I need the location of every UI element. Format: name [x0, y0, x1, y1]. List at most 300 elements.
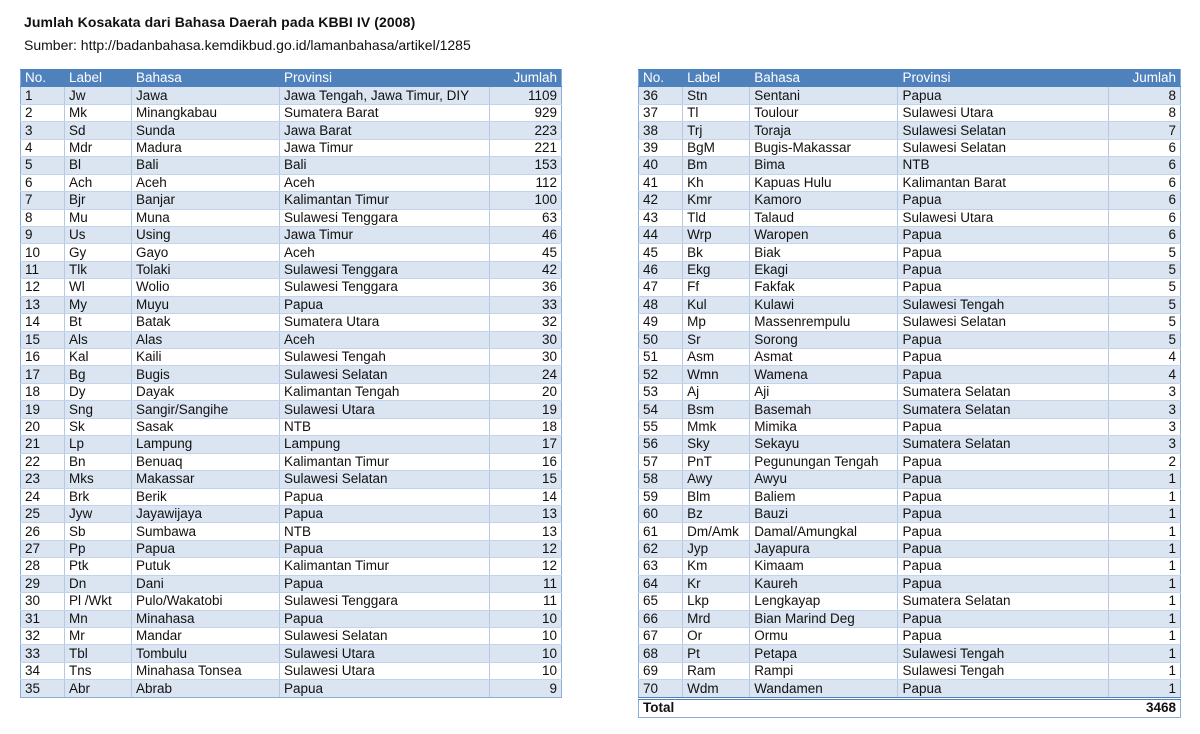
- cell-jumlah: 10: [490, 662, 562, 679]
- cell-no: 57: [639, 453, 683, 470]
- table-row: [21, 314, 562, 331]
- cell-label: Mdr: [65, 139, 132, 156]
- cell-no: 68: [639, 645, 683, 662]
- cell-jumlah: 9: [490, 680, 562, 697]
- cell-bahasa: Bauzi: [750, 505, 898, 522]
- cell-provinsi: Kalimantan Timur: [280, 453, 490, 470]
- cell-provinsi: Sulawesi Utara: [898, 104, 1108, 121]
- table-row: [21, 349, 562, 366]
- table-body-right: [639, 87, 1181, 698]
- cell-jumlah: 63: [490, 209, 562, 226]
- cell-provinsi: Sulawesi Utara: [280, 662, 490, 679]
- cell-bahasa: Dayak: [132, 383, 280, 400]
- cell-provinsi: Papua: [898, 575, 1108, 592]
- cell-label: Blm: [683, 488, 750, 505]
- cell-jumlah: 17: [490, 436, 562, 453]
- cell-no: 41: [639, 174, 683, 191]
- cell-bahasa: Madura: [132, 139, 280, 156]
- cell-no: 43: [639, 209, 683, 226]
- cell-label: Awy: [683, 471, 750, 488]
- cell-label: Kmr: [683, 192, 750, 209]
- table-row: [21, 645, 562, 662]
- cell-provinsi: Papua: [898, 680, 1108, 698]
- cell-jumlah: 1: [1108, 662, 1180, 679]
- cell-bahasa: Minahasa: [132, 610, 280, 627]
- cell-jumlah: 45: [490, 244, 562, 261]
- table-row: [21, 261, 562, 278]
- cell-label: Abr: [65, 680, 132, 697]
- cell-provinsi: Sumatera Selatan: [898, 401, 1108, 418]
- cell-label: Or: [683, 628, 750, 645]
- table-row: [21, 662, 562, 679]
- cell-label: Sky: [683, 436, 750, 453]
- cell-jumlah: 15: [490, 471, 562, 488]
- cell-provinsi: Sulawesi Tengah: [898, 662, 1108, 679]
- table-row: [639, 645, 1181, 662]
- cell-no: 42: [639, 192, 683, 209]
- cell-provinsi: Papua: [280, 540, 490, 557]
- cell-provinsi: Lampung: [280, 436, 490, 453]
- cell-bahasa: Sasak: [132, 418, 280, 435]
- cell-label: Kh: [683, 174, 750, 191]
- cell-no: 51: [639, 349, 683, 366]
- cell-bahasa: Minahasa Tonsea: [132, 662, 280, 679]
- cell-provinsi: Bali: [280, 157, 490, 174]
- cell-provinsi: NTB: [280, 418, 490, 435]
- cell-provinsi: Sumatera Selatan: [898, 593, 1108, 610]
- cell-jumlah: 5: [1108, 296, 1180, 313]
- table-row: [21, 575, 562, 592]
- cell-jumlah: 5: [1108, 244, 1180, 261]
- cell-bahasa: Mimika: [750, 418, 898, 435]
- cell-no: 56: [639, 436, 683, 453]
- table-row: [21, 192, 562, 209]
- table-row: [21, 383, 562, 400]
- cell-provinsi: Jawa Timur: [280, 226, 490, 243]
- cell-provinsi: Papua: [898, 366, 1108, 383]
- cell-jumlah: 10: [490, 628, 562, 645]
- table-row: [639, 575, 1181, 592]
- cell-label: Bk: [683, 244, 750, 261]
- cell-provinsi: Sulawesi Tenggara: [280, 261, 490, 278]
- cell-no: 46: [639, 261, 683, 278]
- cell-no: 65: [639, 593, 683, 610]
- cell-label: Dm/Amk: [683, 523, 750, 540]
- cell-jumlah: 112: [490, 174, 562, 191]
- table-row: [21, 418, 562, 435]
- cell-jumlah: 1: [1108, 488, 1180, 505]
- cell-no: 12: [21, 279, 65, 296]
- cell-jumlah: 1109: [490, 87, 562, 104]
- cell-jumlah: 12: [490, 540, 562, 557]
- table-row: [21, 558, 562, 575]
- cell-jumlah: 1: [1108, 575, 1180, 592]
- cell-provinsi: Sulawesi Selatan: [898, 314, 1108, 331]
- cell-provinsi: Sumatera Barat: [280, 104, 490, 121]
- table-row: [639, 418, 1181, 435]
- table-row: [639, 279, 1181, 296]
- cell-bahasa: Kaureh: [750, 575, 898, 592]
- cell-provinsi: Jawa Barat: [280, 122, 490, 139]
- table-row: [639, 192, 1181, 209]
- cell-jumlah: 6: [1108, 192, 1180, 209]
- cell-no: 66: [639, 610, 683, 627]
- cell-bahasa: Muna: [132, 209, 280, 226]
- cell-bahasa: Basemah: [750, 401, 898, 418]
- cell-no: 32: [21, 628, 65, 645]
- cell-jumlah: 13: [490, 505, 562, 522]
- cell-label: Mk: [65, 104, 132, 121]
- cell-bahasa: Bugis-Makassar: [750, 139, 898, 156]
- cell-label: Tbl: [65, 645, 132, 662]
- cell-jumlah: 1: [1108, 610, 1180, 627]
- table-row: [639, 87, 1181, 104]
- cell-no: 47: [639, 279, 683, 296]
- cell-label: Ach: [65, 174, 132, 191]
- cell-bahasa: Benuaq: [132, 453, 280, 470]
- cell-bahasa: Putuk: [132, 558, 280, 575]
- cell-label: Ram: [683, 662, 750, 679]
- vocabulary-table-left: [20, 69, 562, 698]
- table-row: [639, 628, 1181, 645]
- table-row: [639, 139, 1181, 156]
- cell-label: Dy: [65, 383, 132, 400]
- cell-provinsi: Kalimantan Timur: [280, 558, 490, 575]
- cell-bahasa: Sekayu: [750, 436, 898, 453]
- cell-bahasa: Petapa: [750, 645, 898, 662]
- cell-jumlah: 1: [1108, 645, 1180, 662]
- cell-provinsi: Aceh: [280, 244, 490, 261]
- cell-label: Wl: [65, 279, 132, 296]
- cell-no: 61: [639, 523, 683, 540]
- cell-bahasa: Tombulu: [132, 645, 280, 662]
- cell-no: 17: [21, 366, 65, 383]
- cell-no: 55: [639, 418, 683, 435]
- cell-jumlah: 1: [1108, 628, 1180, 645]
- cell-bahasa: Berik: [132, 488, 280, 505]
- cell-bahasa: Papua: [132, 540, 280, 557]
- cell-jumlah: 8: [1108, 104, 1180, 121]
- cell-no: 35: [21, 680, 65, 697]
- cell-no: 5: [21, 157, 65, 174]
- cell-provinsi: NTB: [898, 157, 1108, 174]
- table-row: [21, 157, 562, 174]
- cell-no: 63: [639, 558, 683, 575]
- cell-jumlah: 6: [1108, 209, 1180, 226]
- table-row: [639, 366, 1181, 383]
- cell-provinsi: Papua: [898, 505, 1108, 522]
- cell-label: Tlk: [65, 261, 132, 278]
- cell-jumlah: 6: [1108, 139, 1180, 156]
- cell-no: 64: [639, 575, 683, 592]
- cell-no: 40: [639, 157, 683, 174]
- header-jumlah: Jumlah: [490, 70, 562, 87]
- table-row: [639, 383, 1181, 400]
- cell-label: Als: [65, 331, 132, 348]
- cell-bahasa: Asmat: [750, 349, 898, 366]
- cell-no: 4: [21, 139, 65, 156]
- cell-label: Mmk: [683, 418, 750, 435]
- table-row: [639, 505, 1181, 522]
- cell-no: 24: [21, 488, 65, 505]
- cell-jumlah: 19: [490, 401, 562, 418]
- cell-bahasa: Aji: [750, 383, 898, 400]
- table-row: [639, 593, 1181, 610]
- cell-jumlah: 6: [1108, 174, 1180, 191]
- cell-bahasa: Bian Marind Deg: [750, 610, 898, 627]
- cell-bahasa: Batak: [132, 314, 280, 331]
- cell-no: 1: [21, 87, 65, 104]
- cell-bahasa: Wolio: [132, 279, 280, 296]
- cell-provinsi: Sulawesi Tenggara: [280, 209, 490, 226]
- cell-label: Mu: [65, 209, 132, 226]
- cell-no: 58: [639, 471, 683, 488]
- cell-bahasa: Jayawijaya: [132, 505, 280, 522]
- cell-label: Mp: [683, 314, 750, 331]
- cell-no: 14: [21, 314, 65, 331]
- cell-no: 27: [21, 540, 65, 557]
- cell-jumlah: 100: [490, 192, 562, 209]
- cell-no: 59: [639, 488, 683, 505]
- cell-jumlah: 223: [490, 122, 562, 139]
- cell-no: 38: [639, 122, 683, 139]
- cell-label: Brk: [65, 488, 132, 505]
- cell-no: 36: [639, 87, 683, 104]
- table-row: [21, 122, 562, 139]
- cell-no: 7: [21, 192, 65, 209]
- cell-no: 9: [21, 226, 65, 243]
- cell-no: 11: [21, 261, 65, 278]
- cell-provinsi: Jawa Tengah, Jawa Timur, DIY: [280, 87, 490, 104]
- cell-provinsi: Papua: [898, 261, 1108, 278]
- table-row: [21, 628, 562, 645]
- cell-jumlah: 24: [490, 366, 562, 383]
- cell-label: Bl: [65, 157, 132, 174]
- cell-bahasa: Ormu: [750, 628, 898, 645]
- cell-bahasa: Bugis: [132, 366, 280, 383]
- cell-jumlah: 5: [1108, 314, 1180, 331]
- cell-jumlah: 46: [490, 226, 562, 243]
- total-value: 3468: [1108, 698, 1180, 717]
- cell-provinsi: Papua: [280, 488, 490, 505]
- cell-bahasa: Kamoro: [750, 192, 898, 209]
- cell-bahasa: Toraja: [750, 122, 898, 139]
- cell-provinsi: Papua: [898, 279, 1108, 296]
- cell-bahasa: Biak: [750, 244, 898, 261]
- cell-label: Sr: [683, 331, 750, 348]
- cell-label: Dn: [65, 575, 132, 592]
- cell-bahasa: Sorong: [750, 331, 898, 348]
- table-row: [639, 104, 1181, 121]
- cell-label: Sb: [65, 523, 132, 540]
- cell-provinsi: Aceh: [280, 331, 490, 348]
- cell-bahasa: Gayo: [132, 244, 280, 261]
- table-row: [639, 488, 1181, 505]
- cell-jumlah: 33: [490, 296, 562, 313]
- cell-provinsi: Sulawesi Utara: [280, 645, 490, 662]
- header-label: Label: [65, 70, 132, 87]
- cell-jumlah: 153: [490, 157, 562, 174]
- header-bahasa: Bahasa: [750, 70, 898, 87]
- cell-provinsi: Papua: [280, 505, 490, 522]
- cell-provinsi: Papua: [898, 540, 1108, 557]
- cell-jumlah: 42: [490, 261, 562, 278]
- cell-label: Stn: [683, 87, 750, 104]
- cell-label: Bjr: [65, 192, 132, 209]
- cell-no: 48: [639, 296, 683, 313]
- cell-bahasa: Rampi: [750, 662, 898, 679]
- cell-jumlah: 1: [1108, 523, 1180, 540]
- cell-jumlah: 20: [490, 383, 562, 400]
- cell-jumlah: 3: [1108, 401, 1180, 418]
- cell-provinsi: Papua: [280, 680, 490, 697]
- cell-jumlah: 2: [1108, 453, 1180, 470]
- cell-no: 60: [639, 505, 683, 522]
- cell-no: 31: [21, 610, 65, 627]
- cell-label: Wdm: [683, 680, 750, 698]
- cell-no: 23: [21, 471, 65, 488]
- cell-jumlah: 1: [1108, 540, 1180, 557]
- cell-label: Tld: [683, 209, 750, 226]
- cell-jumlah: 5: [1108, 279, 1180, 296]
- cell-no: 18: [21, 383, 65, 400]
- cell-bahasa: Alas: [132, 331, 280, 348]
- cell-label: BgM: [683, 139, 750, 156]
- cell-bahasa: Minangkabau: [132, 104, 280, 121]
- cell-provinsi: Sulawesi Tenggara: [280, 593, 490, 610]
- cell-bahasa: Sumbawa: [132, 523, 280, 540]
- table-row: [639, 244, 1181, 261]
- cell-label: Bz: [683, 505, 750, 522]
- cell-label: My: [65, 296, 132, 313]
- cell-jumlah: 13: [490, 523, 562, 540]
- cell-provinsi: Sulawesi Tenggara: [280, 279, 490, 296]
- total-row: [639, 698, 1181, 717]
- cell-jumlah: 5: [1108, 331, 1180, 348]
- cell-jumlah: 18: [490, 418, 562, 435]
- cell-provinsi: Papua: [898, 488, 1108, 505]
- cell-label: Pp: [65, 540, 132, 557]
- cell-provinsi: Papua: [898, 244, 1108, 261]
- cell-no: 25: [21, 505, 65, 522]
- cell-label: PnT: [683, 453, 750, 470]
- table-row: [21, 279, 562, 296]
- cell-label: Jyw: [65, 505, 132, 522]
- cell-jumlah: 1: [1108, 558, 1180, 575]
- cell-provinsi: Papua: [898, 453, 1108, 470]
- cell-label: Gy: [65, 244, 132, 261]
- cell-jumlah: 30: [490, 331, 562, 348]
- table-row: [21, 680, 562, 697]
- cell-bahasa: Pulo/Wakatobi: [132, 593, 280, 610]
- cell-provinsi: Sulawesi Utara: [280, 401, 490, 418]
- table-row: [639, 331, 1181, 348]
- table-row: [639, 261, 1181, 278]
- cell-provinsi: Papua: [898, 418, 1108, 435]
- cell-jumlah: 1: [1108, 505, 1180, 522]
- table-row: [639, 610, 1181, 627]
- table-row: [639, 453, 1181, 470]
- cell-label: Mks: [65, 471, 132, 488]
- table-row: [21, 331, 562, 348]
- cell-label: Mrd: [683, 610, 750, 627]
- cell-provinsi: Kalimantan Tengah: [280, 383, 490, 400]
- cell-label: Sd: [65, 122, 132, 139]
- table-row: [21, 104, 562, 121]
- cell-jumlah: 6: [1108, 226, 1180, 243]
- cell-label: Us: [65, 226, 132, 243]
- cell-no: 69: [639, 662, 683, 679]
- cell-label: Lkp: [683, 593, 750, 610]
- cell-label: Sk: [65, 418, 132, 435]
- table-header-row: [639, 70, 1181, 87]
- table-row: [21, 453, 562, 470]
- table-row: [639, 436, 1181, 453]
- cell-bahasa: Baliem: [750, 488, 898, 505]
- cell-jumlah: 4: [1108, 366, 1180, 383]
- cell-no: 28: [21, 558, 65, 575]
- table-row: [21, 366, 562, 383]
- cell-label: Bsm: [683, 401, 750, 418]
- cell-bahasa: Abrab: [132, 680, 280, 697]
- cell-jumlah: 1: [1108, 680, 1180, 698]
- table-row: [639, 314, 1181, 331]
- cell-provinsi: Papua: [898, 523, 1108, 540]
- table-row: [639, 122, 1181, 139]
- cell-bahasa: Jawa: [132, 87, 280, 104]
- cell-provinsi: Papua: [898, 331, 1108, 348]
- cell-no: 26: [21, 523, 65, 540]
- table-row: [639, 471, 1181, 488]
- cell-bahasa: Bima: [750, 157, 898, 174]
- cell-jumlah: 3: [1108, 436, 1180, 453]
- cell-bahasa: Lengkayap: [750, 593, 898, 610]
- cell-provinsi: Sulawesi Selatan: [898, 122, 1108, 139]
- cell-bahasa: Mandar: [132, 628, 280, 645]
- cell-provinsi: Sulawesi Selatan: [280, 628, 490, 645]
- cell-no: 39: [639, 139, 683, 156]
- cell-bahasa: Using: [132, 226, 280, 243]
- cell-bahasa: Bali: [132, 157, 280, 174]
- cell-bahasa: Talaud: [750, 209, 898, 226]
- cell-no: 10: [21, 244, 65, 261]
- cell-label: Aj: [683, 383, 750, 400]
- cell-provinsi: Papua: [280, 610, 490, 627]
- cell-label: Mr: [65, 628, 132, 645]
- cell-provinsi: Papua: [898, 471, 1108, 488]
- cell-bahasa: Pegunungan Tengah: [750, 453, 898, 470]
- cell-jumlah: 1: [1108, 593, 1180, 610]
- cell-bahasa: Sunda: [132, 122, 280, 139]
- header-jumlah: Jumlah: [1108, 70, 1180, 87]
- cell-label: Bt: [65, 314, 132, 331]
- cell-no: 52: [639, 366, 683, 383]
- table-row: [639, 662, 1181, 679]
- cell-jumlah: 6: [1108, 157, 1180, 174]
- table-row: [639, 296, 1181, 313]
- cell-jumlah: 11: [490, 575, 562, 592]
- cell-no: 30: [21, 593, 65, 610]
- cell-bahasa: Sentani: [750, 87, 898, 104]
- table-row: [639, 680, 1181, 698]
- cell-label: Pl /Wkt: [65, 593, 132, 610]
- cell-no: 19: [21, 401, 65, 418]
- cell-bahasa: Aceh: [132, 174, 280, 191]
- cell-label: Lp: [65, 436, 132, 453]
- cell-bahasa: Sangir/Sangihe: [132, 401, 280, 418]
- cell-no: 70: [639, 680, 683, 698]
- table-row: [21, 488, 562, 505]
